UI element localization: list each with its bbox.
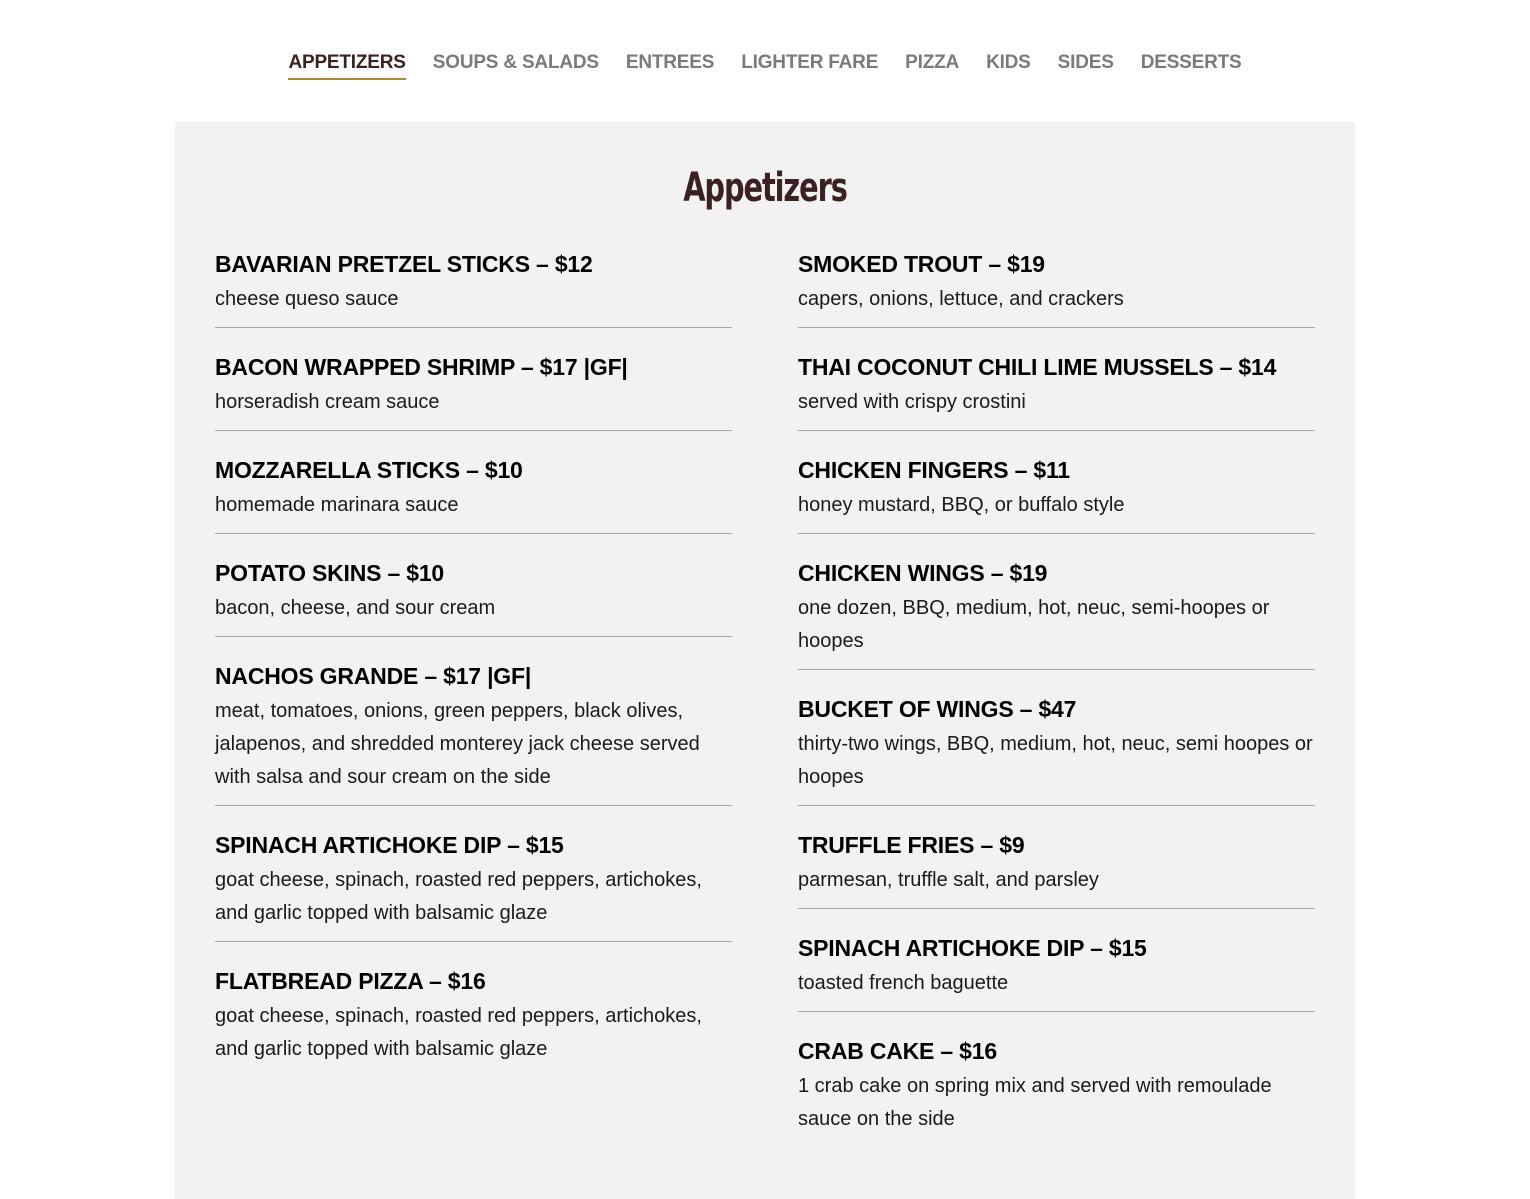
menu-item-description: homemade marinara sauce xyxy=(215,494,459,516)
menu-item xyxy=(215,454,732,534)
menu-item-name: CHICKEN FINGERS – $11 xyxy=(798,457,1070,483)
menu-item xyxy=(798,557,1315,670)
menu-item xyxy=(215,248,732,328)
tab-lighter-fare[interactable]: LIGHTER FARE xyxy=(741,52,879,73)
menu-item-description: toasted french baguette xyxy=(798,972,1009,994)
menu-item-description: bacon, cheese, and sour cream xyxy=(215,597,496,619)
menu-section-title: Appetizers xyxy=(683,165,847,211)
menu-item xyxy=(798,351,1315,431)
menu-item-name: NACHOS GRANDE – $17 |GF| xyxy=(215,663,532,689)
menu-item xyxy=(798,693,1315,806)
menu-item-description: thirty-two wings, BBQ, medium, hot, neuc, semi hoopes or hoopes xyxy=(798,733,1313,788)
menu-column-right xyxy=(798,248,1315,1170)
menu-item-name: TRUFFLE FRIES – $9 xyxy=(798,832,1025,858)
menu-item-name: POTATO SKINS – $10 xyxy=(215,560,445,586)
menu-item-description: meat, tomatoes, onions, green peppers, black olives, jalapenos, and shredded monterey jack cheese served with salsa and sour cream on the side xyxy=(215,700,700,788)
tab-appetizers[interactable]: APPETIZERS xyxy=(288,50,405,80)
tab-sides[interactable]: SIDES xyxy=(1057,52,1114,73)
menu-item-name: CRAB CAKE – $16 xyxy=(798,1038,997,1064)
menu-item-name: BUCKET OF WINGS – $47 xyxy=(798,696,1077,722)
menu-item-description: goat cheese, spinach, roasted red peppers, artichokes, and garlic topped with balsamic glaze xyxy=(215,1005,702,1060)
menu-item xyxy=(798,1035,1315,1147)
menu-item-name: BAVARIAN PRETZEL STICKS – $12 xyxy=(215,251,593,277)
menu-item xyxy=(215,660,732,806)
menu-item-name: SPINACH ARTICHOKE DIP – $15 xyxy=(798,935,1147,961)
menu-item-description: honey mustard, BBQ, or buffalo style xyxy=(798,494,1125,516)
menu-category-tabs xyxy=(0,50,1530,80)
tab-entrees[interactable]: ENTREES xyxy=(625,52,715,73)
menu-item-name: CHICKEN WINGS – $19 xyxy=(798,560,1048,586)
menu-item-description: one dozen, BBQ, medium, hot, neuc, semi-hoopes or hoopes xyxy=(798,597,1270,652)
menu-item xyxy=(798,248,1315,328)
menu-item xyxy=(215,965,732,1077)
menu-item xyxy=(798,829,1315,909)
menu-item-description: cheese queso sauce xyxy=(215,288,399,310)
menu-item-description: capers, onions, lettuce, and crackers xyxy=(798,288,1124,310)
menu-item-name: THAI COCONUT CHILI LIME MUSSELS – $14 xyxy=(798,354,1277,380)
menu-item xyxy=(215,557,732,637)
menu-item-name: FLATBREAD PIZZA – $16 xyxy=(215,968,486,994)
menu-item-description: goat cheese, spinach, roasted red peppers, artichokes, and garlic topped with balsamic glaze xyxy=(215,869,702,924)
tab-desserts[interactable]: DESSERTS xyxy=(1140,52,1242,73)
menu-item-name: SPINACH ARTICHOKE DIP – $15 xyxy=(215,832,564,858)
menu-item-description: served with crispy crostini xyxy=(798,391,1026,413)
menu-item xyxy=(798,454,1315,534)
menu-item-name: SMOKED TROUT – $19 xyxy=(798,251,1045,277)
menu-item-description: 1 crab cake on spring mix and served with remoulade sauce on the side xyxy=(798,1075,1272,1130)
tab-soups-salads[interactable]: SOUPS & SALADS xyxy=(432,52,599,73)
menu-item xyxy=(215,829,732,942)
menu-item-description: horseradish cream sauce xyxy=(215,391,440,413)
menu-item-description: parmesan, truffle salt, and parsley xyxy=(798,869,1099,891)
menu-item-name: BACON WRAPPED SHRIMP – $17 |GF| xyxy=(215,354,628,380)
menu-item xyxy=(215,351,732,431)
menu-item-name: MOZZARELLA STICKS – $10 xyxy=(215,457,523,483)
tab-pizza[interactable]: PIZZA xyxy=(905,52,960,73)
menu-column-left xyxy=(215,248,732,1100)
menu-item xyxy=(798,932,1315,1012)
tab-kids[interactable]: KIDS xyxy=(986,52,1031,73)
menu-panel xyxy=(175,122,1355,1199)
